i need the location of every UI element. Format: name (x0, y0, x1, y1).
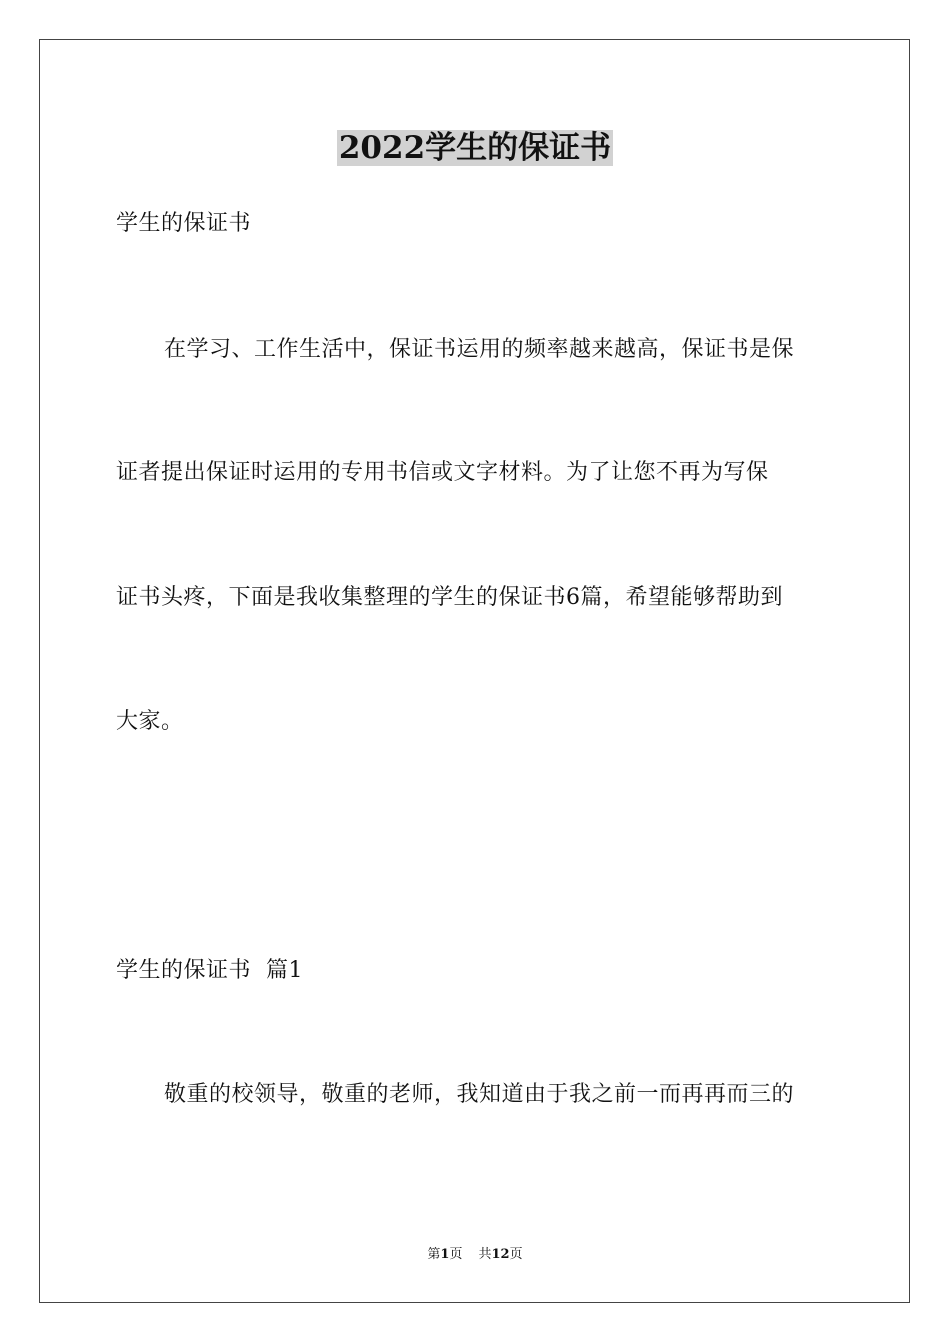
intro-paragraph-line-1: 在学习、工作生活中，保证书运用的频率越来越高，保证书是保 (164, 337, 795, 362)
intro-paragraph-line-4: 大家。 (116, 709, 184, 734)
footer-page-number: 1 (440, 1247, 450, 1262)
intro-paragraph-line-3: 证书头疼，下面是我收集整理的学生的保证书6篇，希望能够帮助到 (116, 585, 783, 610)
document-title-text: 2022学生的保证书 (338, 130, 612, 166)
intro-paragraph-line-2: 证者提出保证时运用的专用书信或文字材料。为了让您不再为写保 (116, 460, 769, 485)
page-footer (0, 1246, 950, 1264)
footer-total-pages: 12 (491, 1247, 510, 1262)
footer-page-prefix: 第 (427, 1247, 441, 1262)
document-subtitle: 学生的保证书 (116, 211, 252, 236)
footer-total-suffix: 页 (509, 1247, 523, 1262)
footer-total-prefix: 共 (478, 1247, 492, 1262)
footer-page-suffix: 页 (449, 1247, 463, 1262)
body-paragraph-line-1: 敬重的校领导，敬重的老师，我知道由于我之前一而再再而三的 (164, 1082, 795, 1107)
section-heading: 学生的保证书 篇1 (116, 958, 303, 983)
document-title (0, 128, 950, 168)
